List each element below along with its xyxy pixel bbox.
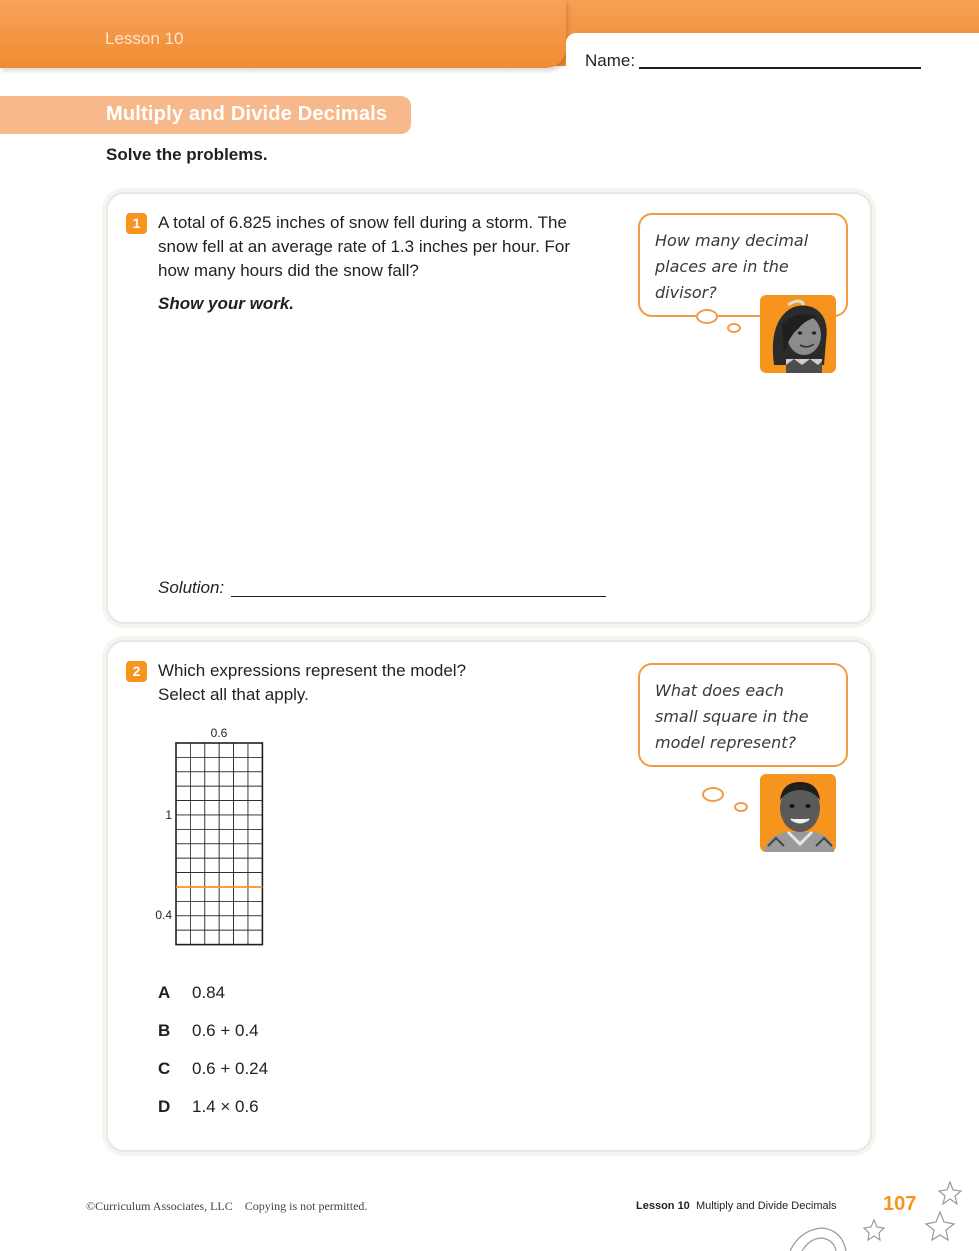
grid-cell	[205, 815, 219, 829]
grid-cell	[176, 757, 190, 771]
grid-cell	[219, 815, 233, 829]
grid-cell	[248, 772, 262, 786]
grid-cell	[248, 829, 262, 843]
name-field[interactable]	[639, 67, 921, 69]
thought-puff	[702, 787, 724, 802]
grid-cell	[219, 743, 233, 757]
model-top-label: 0.6	[210, 726, 228, 740]
option-letter-d[interactable]: D	[158, 1097, 171, 1116]
area-model	[150, 722, 270, 952]
grid-cell	[219, 786, 233, 800]
grid-cell	[234, 743, 248, 757]
grid-cell	[248, 786, 262, 800]
stars-decoration-icon	[790, 1178, 966, 1251]
grid-cell	[205, 844, 219, 858]
grid-cell	[234, 786, 248, 800]
page-title: Multiply and Divide Decimals	[106, 103, 388, 125]
grid-cell	[190, 743, 204, 757]
grid-cell	[176, 844, 190, 858]
footer-lesson-title: Multiply and Divide Decimals	[695, 1200, 837, 1212]
grid-cell	[190, 887, 204, 901]
grid-cell	[219, 916, 233, 930]
grid-cell	[176, 815, 190, 829]
grid-cell	[219, 757, 233, 771]
grid-cell	[176, 901, 190, 915]
grid-cell	[248, 757, 262, 771]
grid-cell	[176, 772, 190, 786]
grid-cell	[190, 815, 204, 829]
grid-cell	[176, 829, 190, 843]
problem-2-number: 2	[126, 661, 147, 682]
grid-cell	[205, 887, 219, 901]
boy-avatar-icon	[760, 774, 836, 852]
instructions: Solve the problems.	[106, 145, 268, 164]
grid-cell	[176, 916, 190, 930]
grid-cell	[234, 757, 248, 771]
model-grid-cells	[176, 743, 262, 945]
model-side-label-1: 1	[165, 808, 172, 822]
thought-puff	[696, 309, 718, 324]
grid-cell	[176, 887, 190, 901]
grid-cell	[190, 858, 204, 872]
problem-1-number: 1	[126, 213, 147, 234]
show-work-label: Show your work.	[158, 294, 295, 313]
grid-cell	[190, 786, 204, 800]
hint-1-line-3: divisor?	[655, 283, 717, 302]
grid-cell	[248, 801, 262, 815]
grid-cell	[205, 772, 219, 786]
name-label: Name:	[585, 51, 636, 70]
lesson-tab	[0, 0, 566, 68]
thought-puff	[727, 323, 741, 333]
grid-cell	[234, 844, 248, 858]
option-letter-a[interactable]: A	[158, 983, 171, 1002]
grid-cell	[234, 801, 248, 815]
grid-cell	[205, 786, 219, 800]
grid-cell	[234, 829, 248, 843]
grid-cell	[248, 844, 262, 858]
grid-cell	[190, 772, 204, 786]
grid-cell	[176, 743, 190, 757]
grid-cell	[234, 815, 248, 829]
footer-lesson-number: Lesson 10	[636, 1200, 690, 1212]
grid-cell	[190, 844, 204, 858]
grid-cell	[190, 916, 204, 930]
hint-2-line-1: What does each	[655, 681, 784, 700]
grid-cell	[219, 829, 233, 843]
grid-cell	[248, 916, 262, 930]
solution-field[interactable]	[231, 596, 606, 597]
footer-copyright: ©Curriculum Associates, LLC Copying is not permitted.	[86, 1199, 368, 1213]
problem-1-line-2: snow fell at an average rate of 1.3 inches per hour. For	[158, 237, 571, 256]
grid-cell	[176, 786, 190, 800]
grid-cell	[219, 844, 233, 858]
grid-cell	[219, 858, 233, 872]
grid-cell	[219, 887, 233, 901]
girl-avatar-icon	[760, 295, 836, 373]
grid-cell	[190, 930, 204, 944]
grid-cell	[248, 815, 262, 829]
grid-cell	[248, 743, 262, 757]
option-text-c[interactable]: 0.6 + 0.24	[192, 1059, 269, 1078]
grid-cell	[219, 801, 233, 815]
hint-1-line-1: How many decimal	[655, 231, 809, 250]
grid-cell	[205, 901, 219, 915]
grid-cell	[248, 873, 262, 887]
model-side-label-2: 0.4	[155, 908, 172, 922]
problem-2-line-1: Which expressions represent the model?	[158, 661, 467, 680]
option-text-b[interactable]: 0.6 + 0.4	[192, 1021, 259, 1040]
grid-cell	[205, 757, 219, 771]
grid-cell	[190, 873, 204, 887]
grid-cell	[176, 801, 190, 815]
grid-cell	[219, 901, 233, 915]
grid-cell	[248, 887, 262, 901]
grid-cell	[234, 887, 248, 901]
grid-cell	[248, 901, 262, 915]
thought-puff	[734, 802, 748, 812]
hint-1-line-2: places are in the	[655, 257, 789, 276]
grid-cell	[205, 858, 219, 872]
grid-cell	[248, 858, 262, 872]
solution-label: Solution:	[158, 578, 225, 597]
grid-cell	[219, 930, 233, 944]
grid-cell	[219, 772, 233, 786]
option-text-a[interactable]: 0.84	[192, 983, 226, 1002]
grid-cell	[176, 858, 190, 872]
grid-cell	[190, 829, 204, 843]
grid-cell	[248, 930, 262, 944]
grid-cell	[234, 930, 248, 944]
grid-cell	[205, 873, 219, 887]
hint-2-line-3: model represent?	[655, 733, 796, 752]
grid-cell	[205, 930, 219, 944]
grid-cell	[205, 801, 219, 815]
grid-cell	[205, 743, 219, 757]
grid-cell	[234, 772, 248, 786]
problem-2-line-2: Select all that apply.	[158, 685, 309, 704]
option-letter-b[interactable]: B	[158, 1021, 171, 1040]
grid-cell	[176, 873, 190, 887]
grid-cell	[190, 757, 204, 771]
option-letter-c[interactable]: C	[158, 1059, 171, 1078]
option-text-d[interactable]: 1.4 × 0.6	[192, 1097, 259, 1116]
grid-cell	[234, 873, 248, 887]
grid-cell	[176, 930, 190, 944]
page-number: 107	[883, 1193, 917, 1215]
problem-1-line-3: how many hours did the snow fall?	[158, 261, 419, 280]
grid-cell	[234, 858, 248, 872]
grid-cell	[234, 916, 248, 930]
grid-cell	[205, 829, 219, 843]
grid-cell	[190, 901, 204, 915]
problem-1-line-1: A total of 6.825 inches of snow fell during a storm. The	[158, 213, 567, 232]
grid-cell	[190, 801, 204, 815]
lesson-label: Lesson 10	[105, 29, 184, 48]
grid-cell	[219, 873, 233, 887]
grid-cell	[205, 916, 219, 930]
grid-cell	[234, 901, 248, 915]
hint-2-line-2: small square in the	[655, 707, 809, 726]
